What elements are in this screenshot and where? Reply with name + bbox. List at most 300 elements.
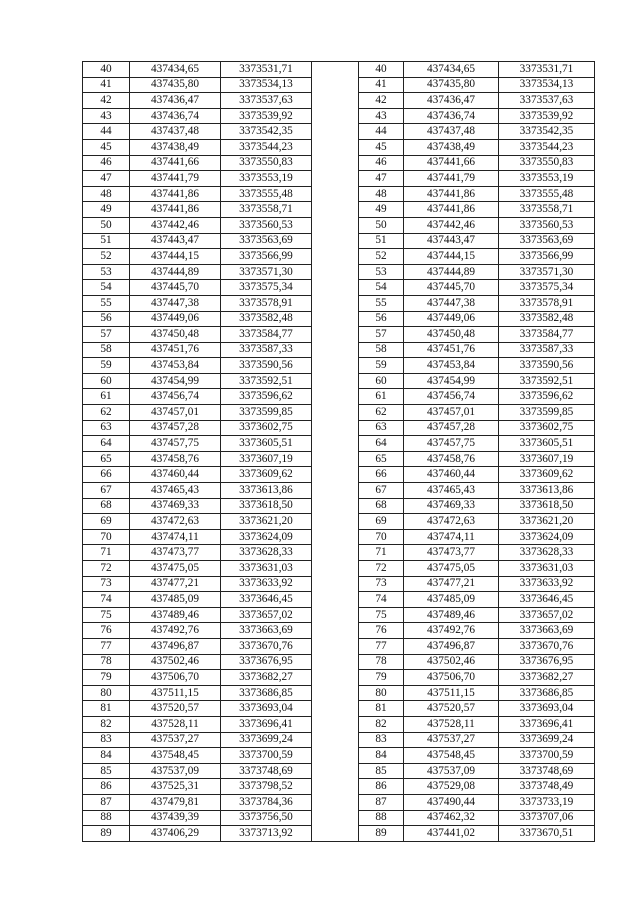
left-y-coordinate: 3373602,75 <box>221 420 312 436</box>
table-row <box>83 217 595 233</box>
table-row <box>83 280 595 296</box>
right-y-coordinate: 3373590,56 <box>499 358 595 374</box>
left-y-coordinate: 3373544,23 <box>221 139 312 155</box>
left-x-coordinate: 437520,57 <box>130 701 221 717</box>
left-x-coordinate: 437472,63 <box>130 514 221 530</box>
left-x-coordinate: 437435,80 <box>130 77 221 93</box>
table-row <box>83 592 595 608</box>
right-point-number: 71 <box>359 545 404 561</box>
left-x-coordinate: 437441,86 <box>130 202 221 218</box>
left-x-coordinate: 437465,43 <box>130 483 221 499</box>
left-point-number: 56 <box>83 311 130 327</box>
left-point-number: 72 <box>83 561 130 577</box>
right-x-coordinate: 437473,77 <box>404 545 499 561</box>
table-row <box>83 545 595 561</box>
left-point-number: 42 <box>83 93 130 109</box>
left-x-coordinate: 437443,47 <box>130 233 221 249</box>
right-x-coordinate: 437489,46 <box>404 607 499 623</box>
left-y-coordinate: 3373699,24 <box>221 732 312 748</box>
column-spacer <box>312 451 359 467</box>
left-y-coordinate: 3373628,33 <box>221 545 312 561</box>
left-point-number: 57 <box>83 327 130 343</box>
left-y-coordinate: 3373599,85 <box>221 405 312 421</box>
left-point-number: 89 <box>83 826 130 842</box>
table-row <box>83 483 595 499</box>
left-y-coordinate: 3373696,41 <box>221 716 312 732</box>
column-spacer <box>312 607 359 623</box>
left-point-number: 60 <box>83 373 130 389</box>
left-y-coordinate: 3373539,92 <box>221 108 312 124</box>
left-y-coordinate: 3373748,69 <box>221 763 312 779</box>
right-point-number: 66 <box>359 467 404 483</box>
right-x-coordinate: 437441,66 <box>404 155 499 171</box>
left-point-number: 59 <box>83 358 130 374</box>
table-row <box>83 108 595 124</box>
table-row <box>83 607 595 623</box>
left-x-coordinate: 437438,49 <box>130 139 221 155</box>
column-spacer <box>312 155 359 171</box>
right-y-coordinate: 3373582,48 <box>499 311 595 327</box>
left-x-coordinate: 437453,84 <box>130 358 221 374</box>
column-spacer <box>312 545 359 561</box>
column-spacer <box>312 342 359 358</box>
left-point-number: 55 <box>83 295 130 311</box>
table-row <box>83 514 595 530</box>
left-y-coordinate: 3373590,56 <box>221 358 312 374</box>
column-spacer <box>312 295 359 311</box>
right-x-coordinate: 437548,45 <box>404 748 499 764</box>
right-y-coordinate: 3373575,34 <box>499 280 595 296</box>
left-x-coordinate: 437457,01 <box>130 405 221 421</box>
left-y-coordinate: 3373713,92 <box>221 826 312 842</box>
right-point-number: 72 <box>359 561 404 577</box>
left-y-coordinate: 3373784,36 <box>221 794 312 810</box>
left-x-coordinate: 437457,75 <box>130 436 221 452</box>
table-row <box>83 139 595 155</box>
right-y-coordinate: 3373663,69 <box>499 623 595 639</box>
table-row <box>83 62 595 78</box>
column-spacer <box>312 779 359 795</box>
right-point-number: 57 <box>359 327 404 343</box>
column-spacer <box>312 139 359 155</box>
table-row <box>83 779 595 795</box>
right-x-coordinate: 437460,44 <box>404 467 499 483</box>
column-spacer <box>312 389 359 405</box>
left-y-coordinate: 3373670,76 <box>221 638 312 654</box>
right-x-coordinate: 437457,28 <box>404 420 499 436</box>
column-spacer <box>312 670 359 686</box>
right-point-number: 49 <box>359 202 404 218</box>
right-y-coordinate: 3373539,92 <box>499 108 595 124</box>
right-point-number: 69 <box>359 514 404 530</box>
column-spacer <box>312 358 359 374</box>
table-row <box>83 264 595 280</box>
right-point-number: 53 <box>359 264 404 280</box>
right-y-coordinate: 3373628,33 <box>499 545 595 561</box>
left-x-coordinate: 437548,45 <box>130 748 221 764</box>
right-x-coordinate: 437511,15 <box>404 685 499 701</box>
right-y-coordinate: 3373578,91 <box>499 295 595 311</box>
right-y-coordinate: 3373555,48 <box>499 186 595 202</box>
table-row <box>83 794 595 810</box>
left-x-coordinate: 437456,74 <box>130 389 221 405</box>
right-x-coordinate: 437528,11 <box>404 716 499 732</box>
left-point-number: 51 <box>83 233 130 249</box>
left-point-number: 61 <box>83 389 130 405</box>
table-row <box>83 358 595 374</box>
right-y-coordinate: 3373537,63 <box>499 93 595 109</box>
right-x-coordinate: 437438,49 <box>404 139 499 155</box>
left-y-coordinate: 3373560,53 <box>221 217 312 233</box>
right-y-coordinate: 3373686,85 <box>499 685 595 701</box>
right-y-coordinate: 3373592,51 <box>499 373 595 389</box>
left-point-number: 70 <box>83 529 130 545</box>
left-x-coordinate: 437537,27 <box>130 732 221 748</box>
right-x-coordinate: 437443,47 <box>404 233 499 249</box>
column-spacer <box>312 623 359 639</box>
left-y-coordinate: 3373700,59 <box>221 748 312 764</box>
table-row <box>83 576 595 592</box>
right-x-coordinate: 437447,38 <box>404 295 499 311</box>
table-row <box>83 186 595 202</box>
right-point-number: 79 <box>359 670 404 686</box>
column-spacer <box>312 638 359 654</box>
right-x-coordinate: 437453,84 <box>404 358 499 374</box>
column-spacer <box>312 561 359 577</box>
column-spacer <box>312 62 359 78</box>
left-y-coordinate: 3373646,45 <box>221 592 312 608</box>
right-point-number: 56 <box>359 311 404 327</box>
right-y-coordinate: 3373609,62 <box>499 467 595 483</box>
right-x-coordinate: 437436,74 <box>404 108 499 124</box>
table-row <box>83 670 595 686</box>
left-point-number: 45 <box>83 139 130 155</box>
column-spacer <box>312 748 359 764</box>
right-y-coordinate: 3373534,13 <box>499 77 595 93</box>
left-x-coordinate: 437442,46 <box>130 217 221 233</box>
right-point-number: 89 <box>359 826 404 842</box>
right-point-number: 48 <box>359 186 404 202</box>
right-point-number: 64 <box>359 436 404 452</box>
table-row <box>83 171 595 187</box>
left-y-coordinate: 3373686,85 <box>221 685 312 701</box>
table-row <box>83 716 595 732</box>
left-y-coordinate: 3373550,83 <box>221 155 312 171</box>
left-y-coordinate: 3373618,50 <box>221 498 312 514</box>
left-y-coordinate: 3373633,92 <box>221 576 312 592</box>
right-y-coordinate: 3373602,75 <box>499 420 595 436</box>
left-y-coordinate: 3373582,48 <box>221 311 312 327</box>
left-point-number: 87 <box>83 794 130 810</box>
column-spacer <box>312 77 359 93</box>
right-x-coordinate: 437485,09 <box>404 592 499 608</box>
right-point-number: 45 <box>359 139 404 155</box>
left-point-number: 43 <box>83 108 130 124</box>
right-x-coordinate: 437441,86 <box>404 202 499 218</box>
table-row <box>83 155 595 171</box>
column-spacer <box>312 93 359 109</box>
column-spacer <box>312 108 359 124</box>
right-y-coordinate: 3373621,20 <box>499 514 595 530</box>
left-y-coordinate: 3373798,52 <box>221 779 312 795</box>
left-point-number: 63 <box>83 420 130 436</box>
column-spacer <box>312 483 359 499</box>
right-x-coordinate: 437437,48 <box>404 124 499 140</box>
left-x-coordinate: 437451,76 <box>130 342 221 358</box>
right-x-coordinate: 437462,32 <box>404 810 499 826</box>
table-row <box>83 826 595 842</box>
left-point-number: 41 <box>83 77 130 93</box>
right-y-coordinate: 3373544,23 <box>499 139 595 155</box>
left-y-coordinate: 3373542,35 <box>221 124 312 140</box>
right-y-coordinate: 3373553,19 <box>499 171 595 187</box>
right-point-number: 65 <box>359 451 404 467</box>
left-y-coordinate: 3373558,71 <box>221 202 312 218</box>
left-y-coordinate: 3373676,95 <box>221 654 312 670</box>
right-x-coordinate: 437449,06 <box>404 311 499 327</box>
right-y-coordinate: 3373605,51 <box>499 436 595 452</box>
table-row <box>83 405 595 421</box>
right-x-coordinate: 437472,63 <box>404 514 499 530</box>
column-spacer <box>312 171 359 187</box>
left-point-number: 50 <box>83 217 130 233</box>
column-spacer <box>312 264 359 280</box>
table-row <box>83 701 595 717</box>
left-y-coordinate: 3373587,33 <box>221 342 312 358</box>
right-y-coordinate: 3373699,24 <box>499 732 595 748</box>
left-y-coordinate: 3373607,19 <box>221 451 312 467</box>
table-row <box>83 202 595 218</box>
right-x-coordinate: 437436,47 <box>404 93 499 109</box>
left-point-number: 79 <box>83 670 130 686</box>
right-point-number: 46 <box>359 155 404 171</box>
right-y-coordinate: 3373599,85 <box>499 405 595 421</box>
column-spacer <box>312 794 359 810</box>
left-x-coordinate: 437479,81 <box>130 794 221 810</box>
left-point-number: 69 <box>83 514 130 530</box>
right-y-coordinate: 3373558,71 <box>499 202 595 218</box>
left-y-coordinate: 3373531,71 <box>221 62 312 78</box>
left-x-coordinate: 437437,48 <box>130 124 221 140</box>
left-x-coordinate: 437444,89 <box>130 264 221 280</box>
right-y-coordinate: 3373624,09 <box>499 529 595 545</box>
table-row <box>83 638 595 654</box>
table-row <box>83 685 595 701</box>
right-x-coordinate: 437457,01 <box>404 405 499 421</box>
right-point-number: 52 <box>359 249 404 265</box>
left-x-coordinate: 437457,28 <box>130 420 221 436</box>
right-x-coordinate: 437435,80 <box>404 77 499 93</box>
table-row <box>83 342 595 358</box>
left-y-coordinate: 3373693,04 <box>221 701 312 717</box>
right-point-number: 86 <box>359 779 404 795</box>
left-y-coordinate: 3373537,63 <box>221 93 312 109</box>
left-point-number: 80 <box>83 685 130 701</box>
left-x-coordinate: 437528,11 <box>130 716 221 732</box>
left-x-coordinate: 437450,48 <box>130 327 221 343</box>
table-row <box>83 420 595 436</box>
left-x-coordinate: 437434,65 <box>130 62 221 78</box>
right-y-coordinate: 3373613,86 <box>499 483 595 499</box>
left-point-number: 54 <box>83 280 130 296</box>
left-x-coordinate: 437525,31 <box>130 779 221 795</box>
column-spacer <box>312 685 359 701</box>
right-point-number: 80 <box>359 685 404 701</box>
column-spacer <box>312 576 359 592</box>
right-point-number: 76 <box>359 623 404 639</box>
right-x-coordinate: 437454,99 <box>404 373 499 389</box>
column-spacer <box>312 529 359 545</box>
column-spacer <box>312 467 359 483</box>
right-x-coordinate: 437444,15 <box>404 249 499 265</box>
left-y-coordinate: 3373621,20 <box>221 514 312 530</box>
left-point-number: 73 <box>83 576 130 592</box>
left-x-coordinate: 437502,46 <box>130 654 221 670</box>
column-spacer <box>312 124 359 140</box>
right-y-coordinate: 3373584,77 <box>499 327 595 343</box>
column-spacer <box>312 826 359 842</box>
right-y-coordinate: 3373531,71 <box>499 62 595 78</box>
right-point-number: 58 <box>359 342 404 358</box>
right-point-number: 54 <box>359 280 404 296</box>
right-y-coordinate: 3373700,59 <box>499 748 595 764</box>
left-point-number: 46 <box>83 155 130 171</box>
table-row <box>83 467 595 483</box>
right-x-coordinate: 437434,65 <box>404 62 499 78</box>
table-row <box>83 311 595 327</box>
right-x-coordinate: 437441,86 <box>404 186 499 202</box>
left-y-coordinate: 3373575,34 <box>221 280 312 296</box>
table-row <box>83 436 595 452</box>
left-y-coordinate: 3373584,77 <box>221 327 312 343</box>
right-x-coordinate: 437475,05 <box>404 561 499 577</box>
left-point-number: 85 <box>83 763 130 779</box>
left-point-number: 76 <box>83 623 130 639</box>
right-point-number: 75 <box>359 607 404 623</box>
right-y-coordinate: 3373607,19 <box>499 451 595 467</box>
left-x-coordinate: 437537,09 <box>130 763 221 779</box>
left-x-coordinate: 437492,76 <box>130 623 221 639</box>
column-spacer <box>312 420 359 436</box>
table-row <box>83 763 595 779</box>
right-y-coordinate: 3373560,53 <box>499 217 595 233</box>
right-x-coordinate: 437457,75 <box>404 436 499 452</box>
left-x-coordinate: 437506,70 <box>130 670 221 686</box>
right-point-number: 85 <box>359 763 404 779</box>
right-point-number: 67 <box>359 483 404 499</box>
table-row <box>83 623 595 639</box>
left-x-coordinate: 437474,11 <box>130 529 221 545</box>
left-point-number: 64 <box>83 436 130 452</box>
right-point-number: 59 <box>359 358 404 374</box>
right-y-coordinate: 3373563,69 <box>499 233 595 249</box>
left-x-coordinate: 437436,74 <box>130 108 221 124</box>
left-x-coordinate: 437406,29 <box>130 826 221 842</box>
left-y-coordinate: 3373756,50 <box>221 810 312 826</box>
left-point-number: 74 <box>83 592 130 608</box>
column-spacer <box>312 763 359 779</box>
left-x-coordinate: 437441,86 <box>130 186 221 202</box>
left-point-number: 67 <box>83 483 130 499</box>
left-y-coordinate: 3373605,51 <box>221 436 312 452</box>
left-x-coordinate: 437436,47 <box>130 93 221 109</box>
right-point-number: 74 <box>359 592 404 608</box>
right-point-number: 82 <box>359 716 404 732</box>
column-spacer <box>312 327 359 343</box>
column-spacer <box>312 280 359 296</box>
left-point-number: 81 <box>83 701 130 717</box>
left-point-number: 78 <box>83 654 130 670</box>
right-x-coordinate: 437537,09 <box>404 763 499 779</box>
column-spacer <box>312 498 359 514</box>
right-x-coordinate: 437474,11 <box>404 529 499 545</box>
right-x-coordinate: 437445,70 <box>404 280 499 296</box>
left-x-coordinate: 437447,38 <box>130 295 221 311</box>
right-point-number: 51 <box>359 233 404 249</box>
right-x-coordinate: 437441,02 <box>404 826 499 842</box>
left-y-coordinate: 3373613,86 <box>221 483 312 499</box>
column-spacer <box>312 810 359 826</box>
column-spacer <box>312 217 359 233</box>
right-point-number: 87 <box>359 794 404 810</box>
table-row <box>83 732 595 748</box>
table-row <box>83 373 595 389</box>
right-point-number: 41 <box>359 77 404 93</box>
table-row <box>83 249 595 265</box>
right-x-coordinate: 437469,33 <box>404 498 499 514</box>
left-x-coordinate: 437454,99 <box>130 373 221 389</box>
left-x-coordinate: 437475,05 <box>130 561 221 577</box>
table-row <box>83 124 595 140</box>
table-row <box>83 93 595 109</box>
left-point-number: 48 <box>83 186 130 202</box>
table-row <box>83 529 595 545</box>
right-point-number: 60 <box>359 373 404 389</box>
table-row <box>83 748 595 764</box>
left-point-number: 88 <box>83 810 130 826</box>
right-x-coordinate: 437451,76 <box>404 342 499 358</box>
right-x-coordinate: 437496,87 <box>404 638 499 654</box>
table-row <box>83 654 595 670</box>
table-row <box>83 295 595 311</box>
right-x-coordinate: 437502,46 <box>404 654 499 670</box>
right-x-coordinate: 437444,89 <box>404 264 499 280</box>
right-y-coordinate: 3373631,03 <box>499 561 595 577</box>
table-row <box>83 451 595 467</box>
right-y-coordinate: 3373646,45 <box>499 592 595 608</box>
right-x-coordinate: 437442,46 <box>404 217 499 233</box>
right-x-coordinate: 437490,44 <box>404 794 499 810</box>
right-y-coordinate: 3373550,83 <box>499 155 595 171</box>
right-y-coordinate: 3373682,27 <box>499 670 595 686</box>
right-point-number: 61 <box>359 389 404 405</box>
left-y-coordinate: 3373566,99 <box>221 249 312 265</box>
left-point-number: 49 <box>83 202 130 218</box>
column-spacer <box>312 249 359 265</box>
right-y-coordinate: 3373676,95 <box>499 654 595 670</box>
right-x-coordinate: 437537,27 <box>404 732 499 748</box>
left-point-number: 66 <box>83 467 130 483</box>
right-y-coordinate: 3373571,30 <box>499 264 595 280</box>
left-y-coordinate: 3373624,09 <box>221 529 312 545</box>
left-point-number: 44 <box>83 124 130 140</box>
left-x-coordinate: 437489,46 <box>130 607 221 623</box>
table-row <box>83 389 595 405</box>
right-point-number: 55 <box>359 295 404 311</box>
column-spacer <box>312 592 359 608</box>
left-x-coordinate: 437449,06 <box>130 311 221 327</box>
table-row <box>83 810 595 826</box>
